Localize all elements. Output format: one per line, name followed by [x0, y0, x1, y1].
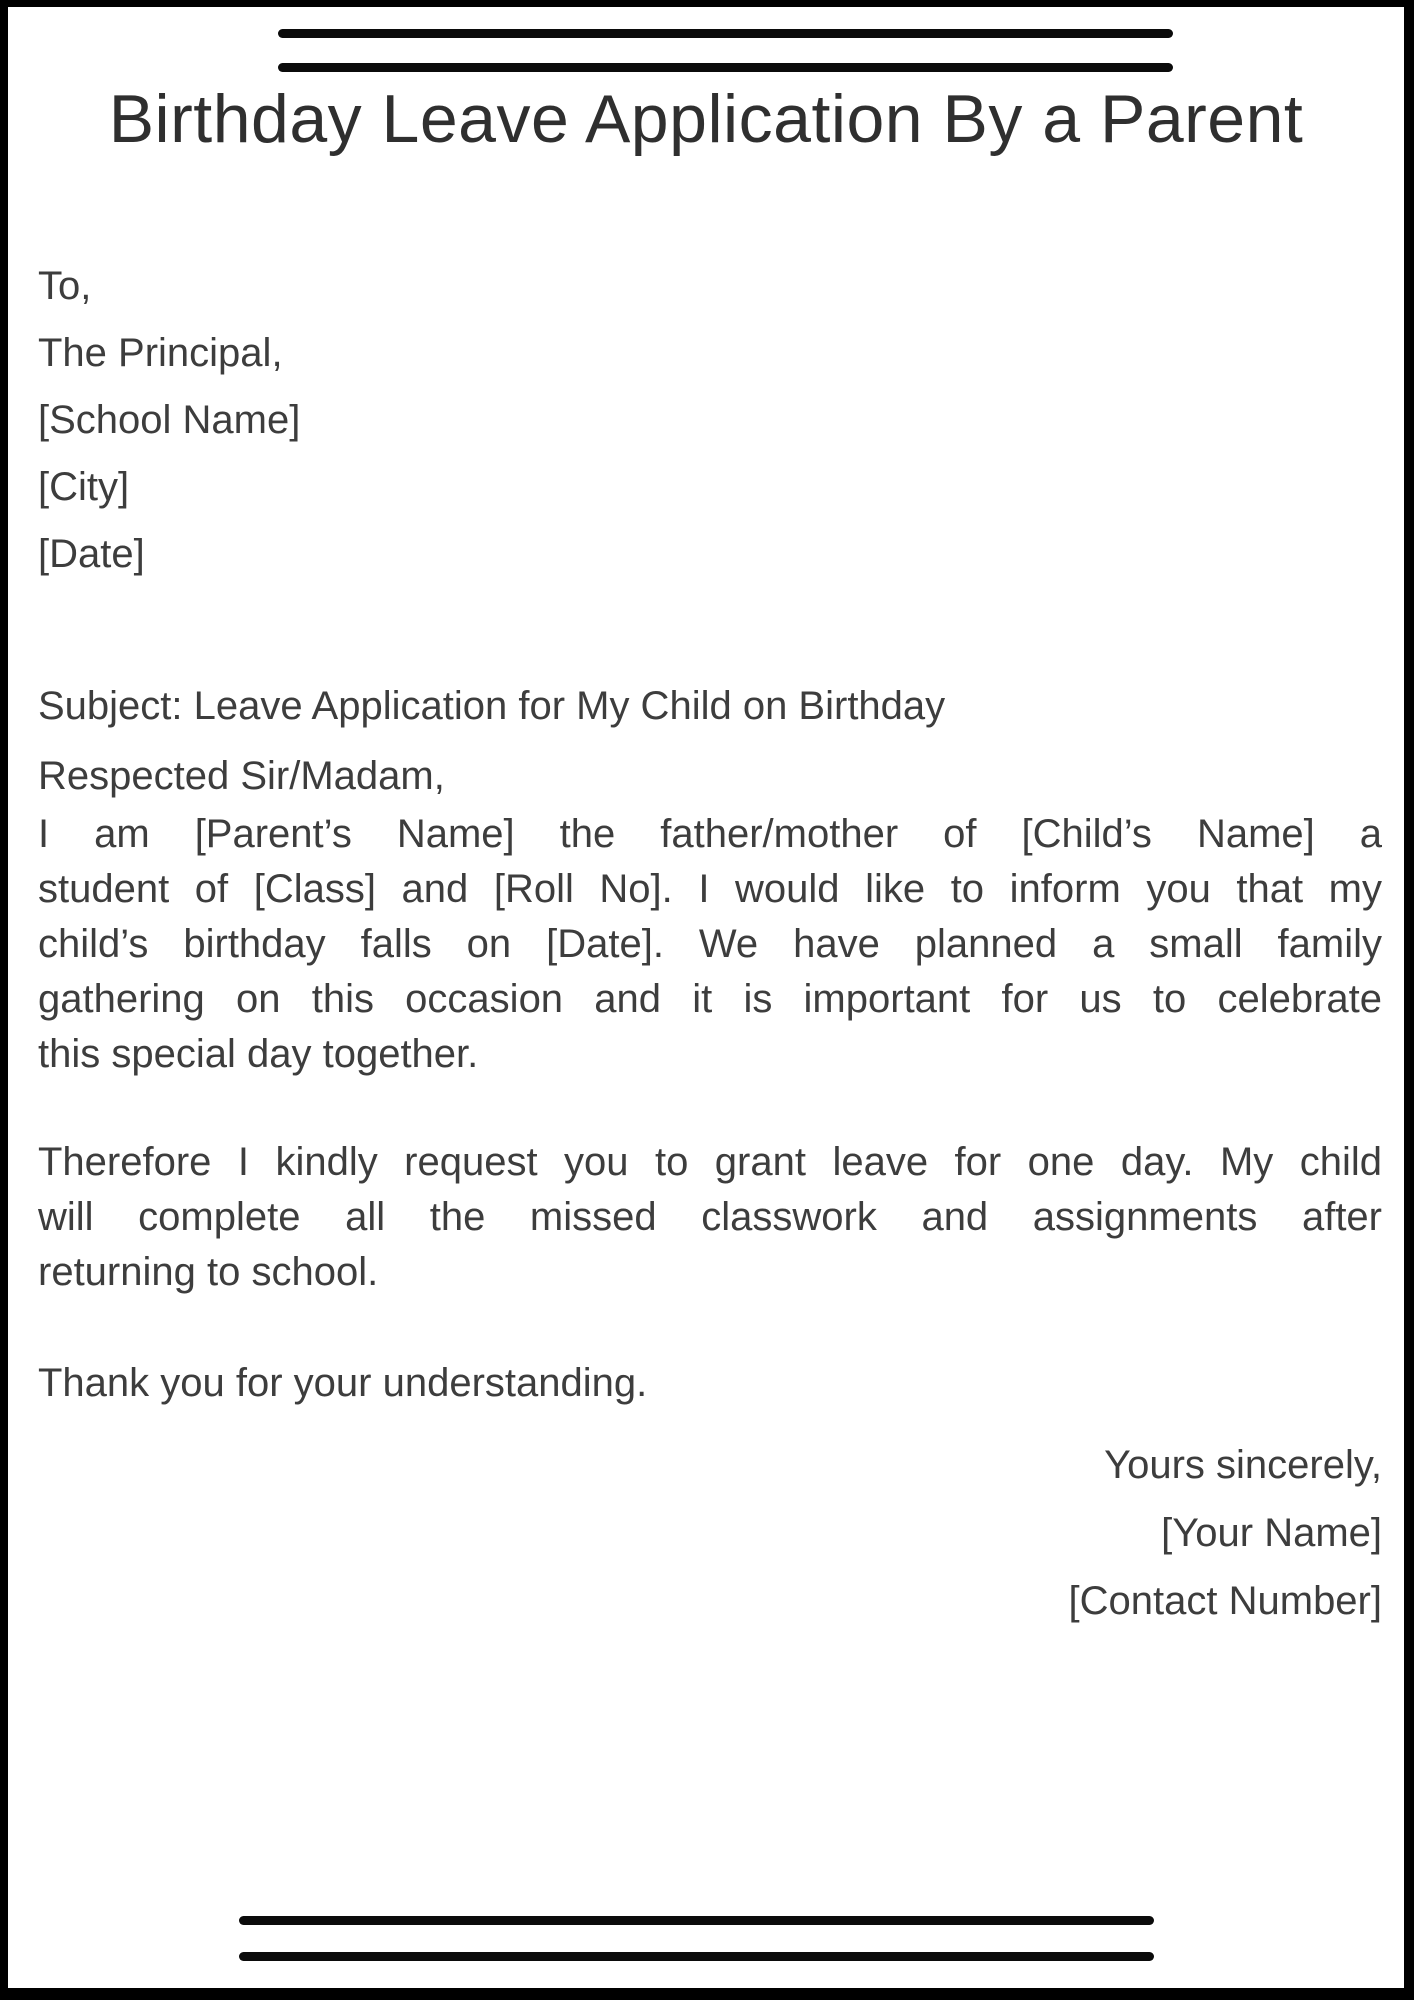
page-title: Birthday Leave Application By a Parent: [108, 81, 1304, 157]
address-line: [Date]: [38, 532, 145, 576]
closing-line: Thank you for your understanding.: [38, 1361, 648, 1405]
address-line: [City]: [38, 465, 130, 509]
address-line: To,: [38, 264, 92, 308]
paragraph-line: student of [Class] and [Roll No]. I would like to inform you that my: [38, 867, 1382, 911]
decorative-rule-bottom-2: [239, 1952, 1154, 1961]
signoff-line: Yours sincerely,: [1104, 1443, 1382, 1487]
address-line: The Principal,: [38, 331, 283, 375]
decorative-rule-bottom-1: [239, 1916, 1154, 1925]
signoff-block: [38, 1438, 1382, 1642]
subject-line: Subject: Leave Application for My Child on Birthday: [38, 684, 946, 728]
address-line: [School Name]: [38, 398, 301, 442]
paragraph-line: child’s birthday falls on [Date]. We have planned a small family: [38, 922, 1382, 966]
paragraph-line: returning to school.: [38, 1250, 379, 1294]
paragraph-line: Therefore I kindly request you to grant leave for one day. My child: [38, 1140, 1382, 1184]
paragraph-line: will complete all the missed classwork and assignments after: [38, 1195, 1382, 1239]
paragraph-line: I am [Parent’s Name] the father/mother of [Child’s Name] a: [38, 812, 1382, 856]
body-paragraph-1: [38, 807, 1382, 1082]
signoff-line: [Your Name]: [1161, 1511, 1382, 1555]
body-paragraph-2: [38, 1135, 1382, 1300]
salutation: Respected Sir/Madam,: [38, 754, 445, 798]
paragraph-line: gathering on this occasion and it is important for us to celebrate: [38, 977, 1382, 1021]
decorative-rule-top-1: [278, 29, 1173, 38]
signoff-line: [Contact Number]: [1068, 1579, 1382, 1623]
paragraph-line: this special day together.: [38, 1032, 479, 1076]
recipient-address-block: [38, 259, 1382, 594]
decorative-rule-top-2: [278, 63, 1173, 72]
